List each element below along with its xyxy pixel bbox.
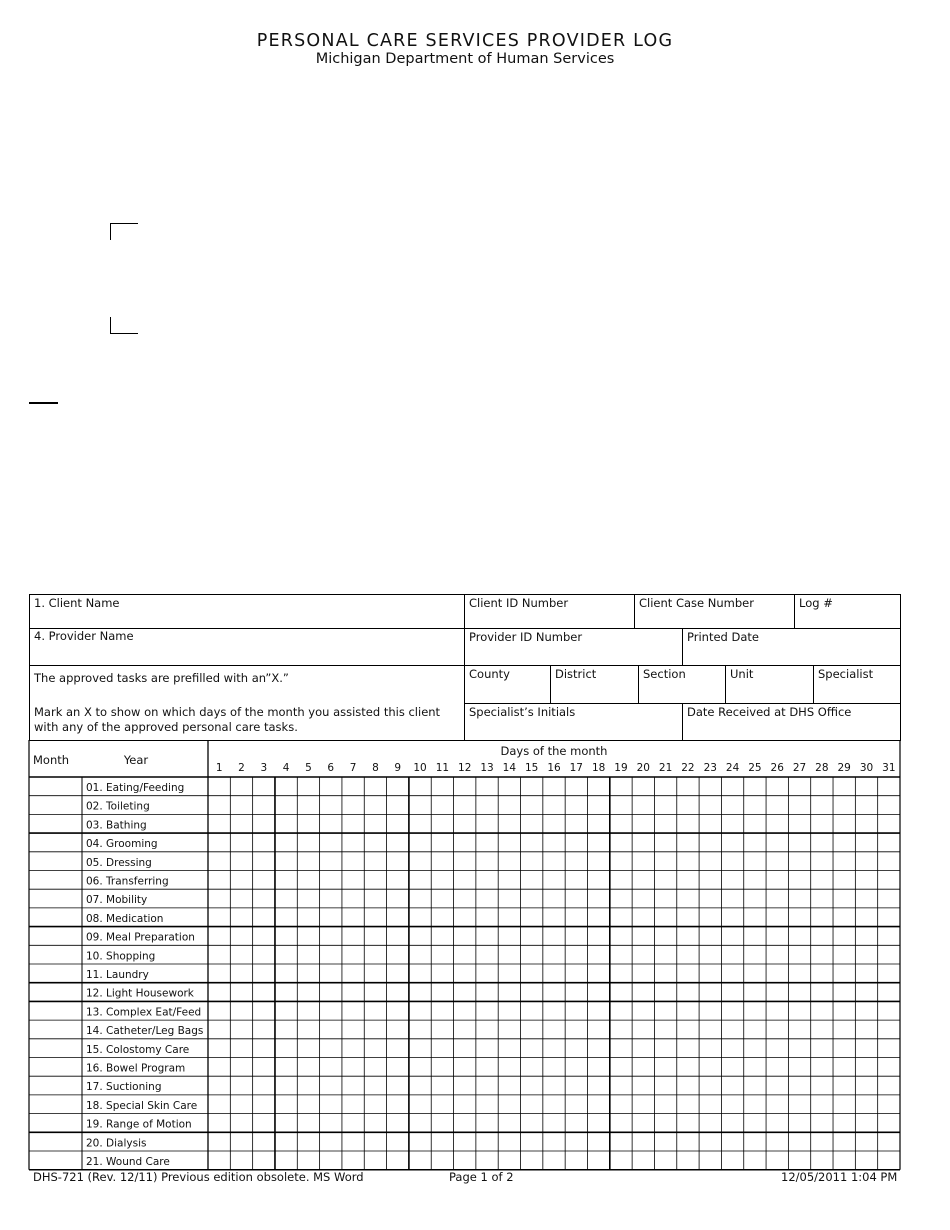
days-of-month-header: Days of the month [500, 744, 608, 758]
task-label: 03. Bathing [86, 819, 147, 832]
day-number: 30 [859, 762, 874, 774]
day-number: 22 [681, 762, 695, 774]
task-label: 10. Shopping [86, 950, 156, 963]
day-number: 31 [882, 762, 896, 774]
day-number: 5 [305, 762, 312, 774]
day-number: 10 [413, 762, 427, 774]
county-field[interactable]: County [469, 667, 510, 681]
task-label: 20. Dialysis [86, 1137, 147, 1150]
printed-date-field[interactable]: Printed Date [687, 630, 759, 644]
day-number: 19 [614, 762, 628, 774]
form-number: DHS-721 (Rev. 12/11) Previous edition obsolete. MS Word [33, 1170, 364, 1184]
prefilled-note: The approved tasks are prefilled with an”X.” [34, 671, 289, 685]
task-label: 06. Transferring [86, 875, 169, 888]
day-number: 23 [703, 762, 717, 774]
district-field[interactable]: District [555, 667, 597, 681]
task-label: 17. Suctioning [86, 1081, 162, 1094]
day-number: 17 [569, 762, 584, 774]
day-number: 21 [658, 762, 673, 774]
page-indicator: Page 1 of 2 [449, 1170, 514, 1184]
month-label: Month [33, 753, 70, 767]
task-label: 08. Medication [86, 912, 164, 925]
day-number: 12 [458, 762, 472, 774]
day-number: 20 [636, 762, 650, 774]
day-number: 8 [372, 762, 379, 774]
log-number-field[interactable]: Log # [799, 596, 833, 610]
day-number: 18 [591, 762, 606, 774]
day-number: 24 [725, 762, 740, 774]
day-number: 26 [770, 762, 784, 774]
task-label: 16. Bowel Program [86, 1062, 186, 1075]
task-label: 07. Mobility [86, 894, 148, 907]
task-label: 14. Catheter/Leg Bags [86, 1025, 204, 1038]
section-field[interactable]: Section [643, 667, 686, 681]
agency-name: Michigan Department of Human Services [315, 51, 615, 67]
task-label: 19. Range of Motion [86, 1118, 192, 1131]
task-label: 21. Wound Care [86, 1156, 170, 1168]
task-label: 05. Dressing [86, 856, 152, 869]
client-name-field[interactable]: 1. Client Name [34, 596, 120, 610]
unit-field[interactable]: Unit [730, 667, 754, 681]
day-number: 6 [327, 762, 335, 774]
day-number: 25 [748, 762, 762, 774]
task-label: 12. Light Housework [86, 987, 194, 1000]
form-title: PERSONAL CARE SERVICES PROVIDER LOG [256, 31, 674, 51]
day-number: 14 [502, 762, 517, 774]
task-label: 11. Laundry [86, 969, 149, 981]
day-number: 11 [435, 762, 450, 774]
date-received-field[interactable]: Date Received at DHS Office [687, 705, 852, 719]
year-label: Year [123, 753, 149, 767]
day-number: 9 [394, 762, 402, 774]
day-number: 1 [215, 762, 223, 774]
provider-name-field[interactable]: 4. Provider Name [34, 629, 134, 643]
task-label: 04. Grooming [86, 838, 158, 851]
provider-id-field[interactable]: Provider ID Number [469, 630, 583, 644]
day-number: 4 [282, 762, 290, 774]
day-number: 15 [524, 762, 539, 774]
task-label: 13. Complex Eat/Feed [86, 1006, 202, 1019]
specialist-initials-field[interactable]: Specialist’s Initials [469, 705, 576, 719]
task-label: 18. Special Skin Care [86, 1099, 198, 1112]
task-label: 01. Eating/Feeding [86, 782, 185, 794]
print-timestamp: 12/05/2011 1:04 PM [781, 1170, 898, 1184]
client-case-number-field[interactable]: Client Case Number [639, 596, 754, 610]
day-number: 16 [547, 762, 561, 774]
day-number: 28 [815, 762, 829, 774]
specialist-field[interactable]: Specialist [818, 667, 874, 681]
instruction-note: Mark an X to show on which days of the month you assisted this client with any of the approved personal care tasks. [34, 705, 441, 734]
task-label: 15. Colostomy Care [86, 1043, 190, 1056]
day-number: 13 [480, 762, 494, 774]
task-label: 09. Meal Preparation [86, 931, 195, 944]
day-number: 29 [837, 762, 851, 774]
task-label: 02. Toileting [86, 800, 150, 813]
day-number: 3 [260, 762, 268, 774]
day-number: 27 [792, 762, 807, 774]
client-id-field[interactable]: Client ID Number [469, 596, 569, 610]
day-number: 2 [238, 762, 245, 774]
day-number: 7 [349, 762, 357, 774]
